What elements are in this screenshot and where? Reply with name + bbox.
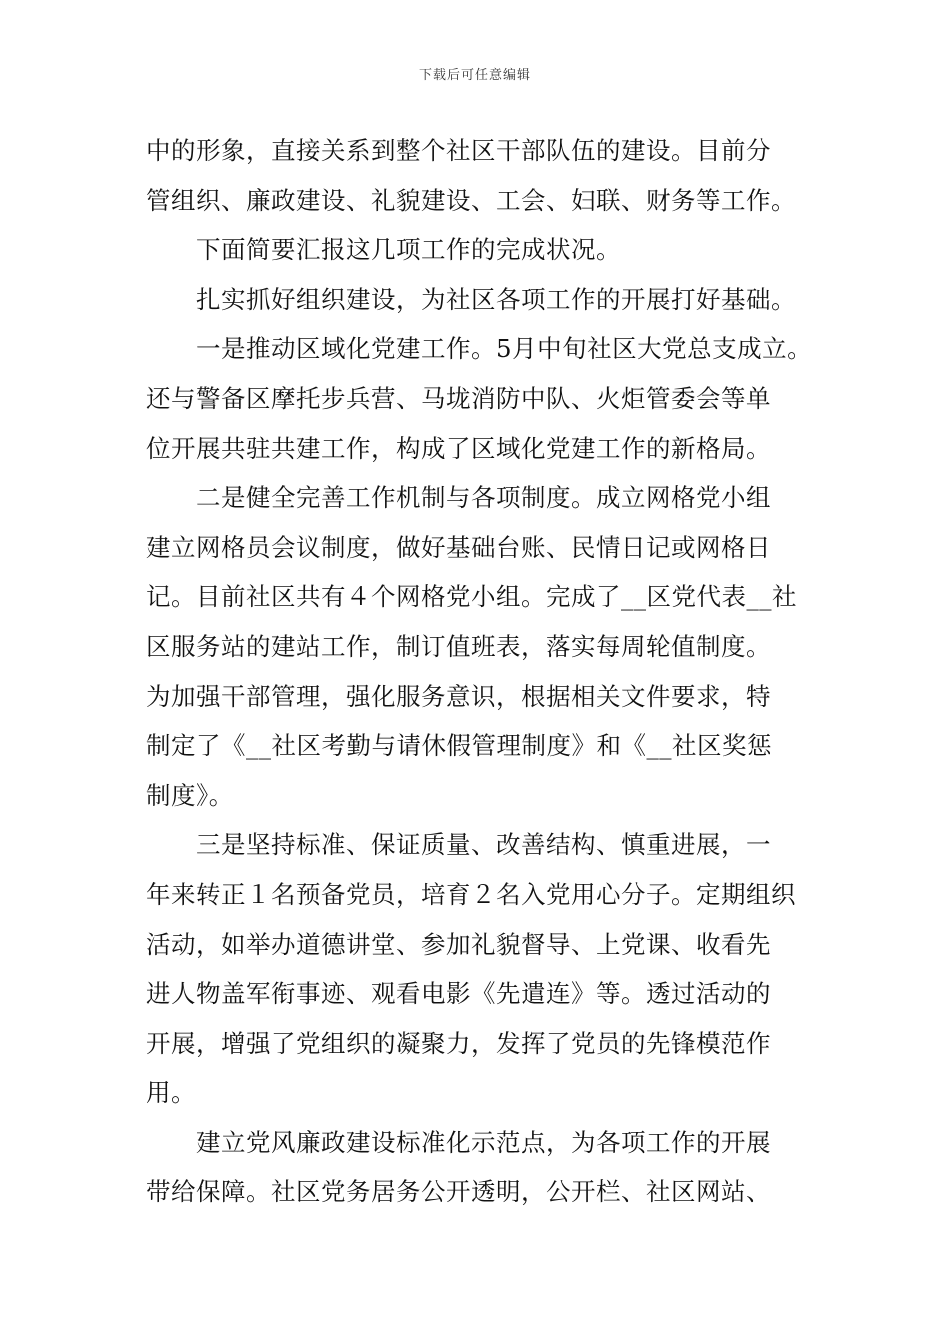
text-line: 为加强干部管理，强化服务意识，根据相关文件要求，特 — [146, 681, 771, 711]
text-line: 区服务站的建站工作，制订值班表，落实每周轮值制度。 — [146, 631, 771, 661]
text-line: 中的形象，直接关系到整个社区干部队伍的建设。目前分 — [146, 136, 771, 165]
document-body — [146, 126, 816, 1217]
text-line: 建立网格员会议制度，做好基础台账、民情日记或网格日 — [146, 532, 771, 562]
text-line: 扎实抓好组织建设，为社区各项工作的开展打好基础。 — [196, 284, 796, 314]
text-line: 位开展共驻共建工作，构成了区域化党建工作的新格局。 — [146, 433, 771, 463]
text-line: 下面简要汇报这几项工作的完成状况。 — [196, 235, 621, 265]
text-line: 活动，如举办道德讲堂、参加礼貌督导、上党课、收看先 — [146, 929, 771, 959]
text-line: 三是坚持标准、保证质量、改善结构、慎重进展，一 — [196, 830, 771, 860]
text-line: 二是健全完善工作机制与各项制度。成立网格党小组 — [196, 483, 771, 513]
text-line: 制定了《__社区考勤与请休假管理制度》和《__社区奖惩 — [146, 731, 772, 761]
text-line: 带给保障。社区党务居务公开透明，公开栏、社区网站、 — [146, 1177, 771, 1207]
text-line: 还与警备区摩托步兵营、马垅消防中队、火炬管委会等单 — [146, 383, 771, 413]
text-line: 年来转正１名预备党员，培育２名入党用心分子。定期组织 — [146, 879, 796, 909]
text-line: 管组织、廉政建设、礼貌建设、工会、妇联、财务等工作。 — [146, 185, 796, 215]
text-line: 开展，增强了党组织的凝聚力，发挥了党员的先锋模范作 — [146, 1028, 771, 1058]
text-line: 制度》。 — [146, 780, 234, 810]
text-line: 一是推动区域化党建工作。5月中旬社区大党总支成立。 — [196, 334, 813, 364]
text-line: 记。目前社区共有４个网格党小组。完成了__区党代表__社 — [146, 582, 797, 612]
text-line: 进人物盖军衔事迹、观看电影《先遣连》等。透过活动的 — [146, 979, 771, 1009]
page-header: 下载后可任意编辑 — [418, 68, 531, 83]
text-line: 用。 — [146, 1078, 196, 1108]
text-line: 建立党风廉政建设标准化示范点，为各项工作的开展 — [196, 1127, 771, 1157]
